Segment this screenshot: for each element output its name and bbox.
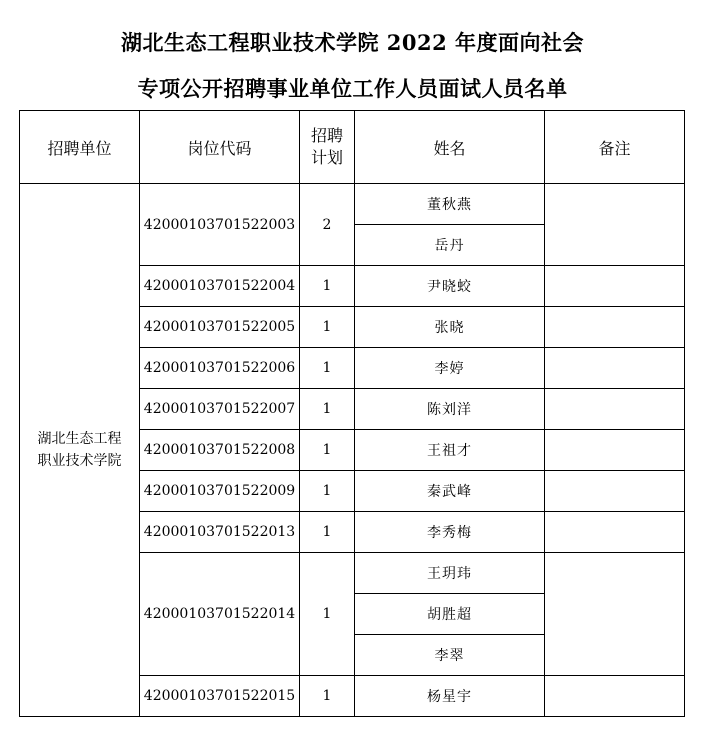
position-code-cell: 42000103701522015: [140, 676, 300, 717]
candidate-name-cell: 岳丹: [355, 225, 545, 266]
recruitment-plan-cell: 1: [300, 430, 355, 471]
candidate-name-cell: 张晓: [355, 307, 545, 348]
recruitment-plan-cell: 1: [300, 676, 355, 717]
recruitment-plan-cell: 1: [300, 389, 355, 430]
header-name: 姓名: [355, 111, 545, 184]
table-body: [20, 184, 685, 717]
unit-name-line2: 职业技术学院: [37, 453, 122, 469]
recruitment-plan-cell: 2: [300, 184, 355, 266]
candidate-name-cell: 胡胜超: [355, 594, 545, 635]
position-code-cell: 42000103701522004: [140, 266, 300, 307]
header-plan-line1: 招聘: [310, 126, 343, 145]
recruitment-plan-cell: 1: [300, 512, 355, 553]
remark-cell: [545, 471, 685, 512]
position-code-cell: 42000103701522003: [140, 184, 300, 266]
candidate-name-cell: 秦武峰: [355, 471, 545, 512]
document-title-line1: 湖北生态工程职业技术学院 2022 年度面向社会: [120, 30, 585, 55]
candidate-name-cell: 尹晓蛟: [355, 266, 545, 307]
table-header-row: [20, 111, 685, 184]
recruitment-plan-cell: 1: [300, 348, 355, 389]
candidate-name-cell: 李婷: [355, 348, 545, 389]
candidate-name-cell: 王祖才: [355, 430, 545, 471]
position-code-cell: 42000103701522013: [140, 512, 300, 553]
header-recruitment-plan: [300, 111, 355, 184]
table-row: [20, 184, 685, 225]
recruitment-plan-cell: 1: [300, 553, 355, 676]
candidate-name-cell: 李翠: [355, 635, 545, 676]
remark-cell: [545, 348, 685, 389]
header-recruiting-unit: 招聘单位: [20, 111, 140, 184]
recruiting-unit-cell: [20, 184, 140, 717]
candidate-name-cell: 杨星宇: [355, 676, 545, 717]
recruitment-plan-cell: 1: [300, 266, 355, 307]
remark-cell: [545, 553, 685, 676]
position-code-cell: 42000103701522005: [140, 307, 300, 348]
position-code-cell: 42000103701522007: [140, 389, 300, 430]
recruitment-plan-cell: 1: [300, 307, 355, 348]
header-plan-line2: 计划: [310, 148, 343, 167]
remark-cell: [545, 430, 685, 471]
header-position-code: 岗位代码: [140, 111, 300, 184]
header-remark: 备注: [545, 111, 685, 184]
remark-cell: [545, 676, 685, 717]
remark-cell: [545, 389, 685, 430]
candidate-name-cell: 李秀梅: [355, 512, 545, 553]
remark-cell: [545, 512, 685, 553]
remark-cell: [545, 184, 685, 266]
document-title-line2: 专项公开招聘事业单位工作人员面试人员名单: [137, 76, 568, 101]
candidate-name-cell: 王玥玮: [355, 553, 545, 594]
position-code-cell: 42000103701522009: [140, 471, 300, 512]
unit-name-line1: 湖北生态工程: [37, 431, 122, 447]
interview-roster-table: [19, 110, 685, 717]
candidate-name-cell: 董秋燕: [355, 184, 545, 225]
remark-cell: [545, 307, 685, 348]
remark-cell: [545, 266, 685, 307]
position-code-cell: 42000103701522006: [140, 348, 300, 389]
recruitment-plan-cell: 1: [300, 471, 355, 512]
candidate-name-cell: 陈刘洋: [355, 389, 545, 430]
position-code-cell: 42000103701522014: [140, 553, 300, 676]
position-code-cell: 42000103701522008: [140, 430, 300, 471]
